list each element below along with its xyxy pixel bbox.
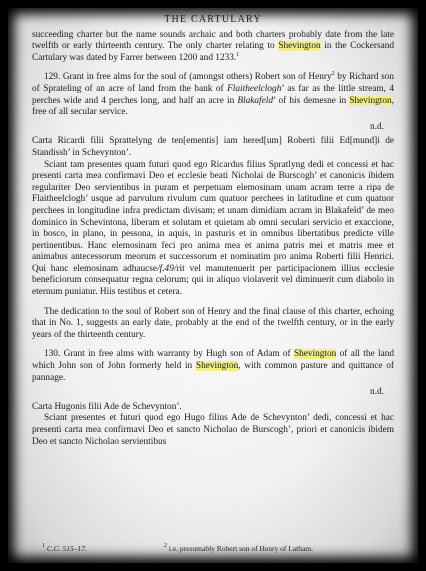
- highlight-shevington: Shevington: [278, 41, 321, 52]
- place-name: Blakafeld: [237, 95, 273, 106]
- highlight-shevington: Shevington: [293, 349, 337, 360]
- highlight-shevington: Shevington: [195, 361, 239, 372]
- page-content: [32, 14, 394, 448]
- footnote-2: $^2$ i.e. presumably Robert son of Henry of Latham.: [164, 543, 314, 553]
- entry-129: 129. Grant in free alms for the soul of (amongst others) Robert son of Henry$^2$ by Richard son of Sprateling of an acre of land from the bank of Flaitheelclogh’ as far as the little stream, 4 perches wide and 4 perches long, and half an acre in Blakafeld’ of his demesne in Shevington, free of all secular service.: [32, 71, 394, 118]
- latin-129-body: Sciant tam presentes quam futuri quod ego Ricardus filius Spratlyng dedi et concessi et hac presenti carta mea confirmavi Deo et ecclesie beati Nicholai de Burscogh’ et canonicis ibidem regulariter Deo servientibus in puram et perpetuam elemosinam unam acram terre a ripa de Flaitheelclogh’ usque ad parvulum rivulum cum quatuor perchees in latitudine et cum quatuor perchees in longitudine infra predictam divisam; et unam dimidiam acram in Blakafeld’ de meo dominico in Schevintona, liberam et solutam et quietam ab omni seculari servicio et exaccione, in bosco, in plano, in pessona, in aquis, in pasturis et in omnibus libertatibus predicte ville pertinentibus. Hanc elemosinam feci pro anima mea et anima patris mei et matris mee et animabus antecessorum meorum et successorum et nominatim pro anima Roberti filii Henrici. Qui hanc elemosinam adhaucse/f.49/rit vel manutenuerit per participacionem illius ecclesie beneficiorum consequatur regna celorum; qui in aliquo violaverit vel diminuerit cum diabolo in eternum puniatur. Hiis testibus et cetera.: [32, 159, 394, 298]
- entry-130-date: n.d.: [370, 387, 384, 398]
- commentary-paragraph: The dedication to the soul of Robert son of Henry and the final clause of this charter, echoing that in No. 1, suggests an early date, probably at the end of the twelfth century, or in the early years of the thirteenth century.: [32, 306, 394, 340]
- document-page: [8, 8, 418, 563]
- place-name: Flaitheelclogh: [227, 83, 282, 94]
- footnote-ref-1: 1: [236, 51, 240, 58]
- entry-130: 130. Grant in free alms with warranty by Hugh son of Adam of Shevington of all the land which John son of John formerly held in Shevington, with common pasture and quittance of pannage.: [32, 349, 394, 383]
- latin-130-body: Sciant presentes et futuri quod ego Hugo filius Ade de Schevynton’ dedi, concessi et hac presenti carta mea confirmavi Deo et sancto Nicholao de Burscogh’, priori et canonicis ibidem Deo et sancto Nicholao servientibus: [32, 413, 394, 447]
- latin-130-title: Carta Hugonis filii Ade de Schevynton’.: [32, 401, 182, 412]
- folio-marker: /f.49/: [157, 263, 177, 274]
- footnote-ref-2: 2: [331, 71, 335, 78]
- running-head: THE CARTULARY: [164, 14, 262, 25]
- latin-129-title: Carta Ricardi filii Sprattelyng de ten[ementis] iam hered[um] Roberti filii Ed[mund]i de Standissh’ in Schevynton’.: [32, 136, 394, 158]
- entry-129-date: n.d.: [370, 121, 384, 132]
- footnote-1: $^1$ C.C. 515–17.: [42, 543, 87, 553]
- intro-paragraph: succeeding charter but the name sounds archaic and both charters probably date from the late twelfth or early thirteenth century. The only charter relating to Shevington in the Cockersand Cartulary was dated by Farrer between 1200 and 1233.$^1$: [32, 29, 395, 63]
- highlight-shevington: Shevington: [349, 95, 392, 106]
